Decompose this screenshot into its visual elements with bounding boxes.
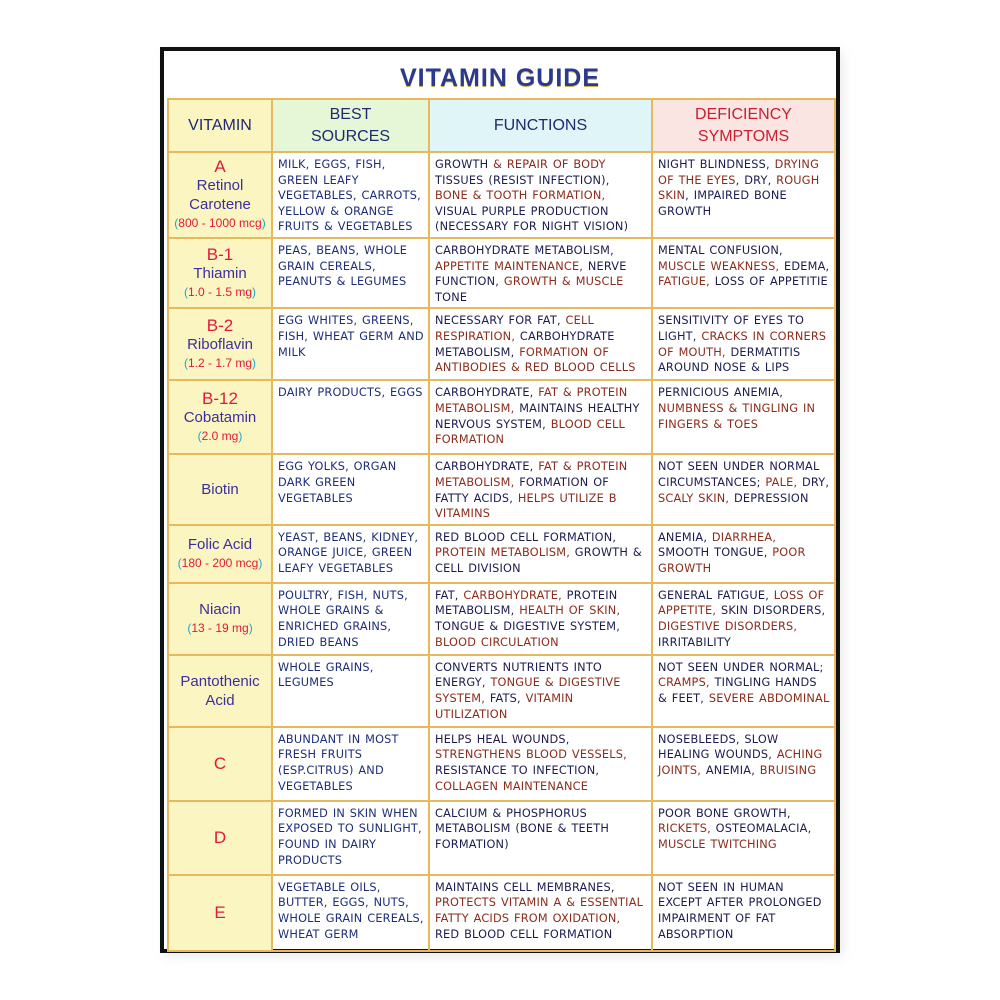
best-sources-cell: YEAST, BEANS, KIDNEY, ORANGE JUICE, GREEN LEAFY VEGETABLES <box>272 525 429 583</box>
best-sources-cell: MILK, EGGS, FISH, GREEN LEAFY VEGETABLES, CARROTS, YELLOW & ORANGE FRUITS & VEGETABLES <box>272 152 429 238</box>
table-row <box>168 152 835 238</box>
functions-cell: GROWTH & REPAIR OF BODY TISSUES (RESIST INFECTION), BONE & TOOTH FORMATION, VISUAL PURPLE PRODUCTION (NECESSARY FOR NIGHT VISION) <box>429 152 652 238</box>
vitamin-letter: D <box>213 828 227 848</box>
vitamin-cell <box>168 801 272 875</box>
vitamin-name: Riboflavin <box>187 335 253 353</box>
table-row <box>168 238 835 308</box>
best-sources-cell: VEGETABLE OILS, BUTTER, EGGS, NUTS, WHOLE GRAIN CEREALS, WHEAT GERM <box>272 875 429 951</box>
vitamin-cell <box>168 152 272 238</box>
header-deficiency-line2: SYMPTOMS <box>697 127 790 145</box>
header-deficiency-symptoms <box>652 99 835 152</box>
table-row <box>168 727 835 801</box>
deficiency-symptoms-cell: NOSEBLEEDS, SLOW HEALING WOUNDS, ACHING JOINTS, ANEMIA, BRUISING <box>652 727 835 801</box>
vitamin-name: Biotin <box>201 481 239 499</box>
vitamin-dose: (2.0 mg) <box>197 428 243 443</box>
table-row <box>168 380 835 454</box>
vitamin-name: Niacin <box>199 600 241 618</box>
table-row <box>168 875 835 951</box>
vitamin-dose-value: 1.0 - 1.5 mg <box>187 284 253 299</box>
vitamin-cell <box>168 308 272 380</box>
best-sources-cell: FORMED IN SKIN WHEN EXPOSED TO SUNLIGHT, FOUND IN DAIRY PRODUCTS <box>272 801 429 875</box>
vitamin-cell <box>168 238 272 308</box>
vitamin-name: Retinol <box>196 177 244 194</box>
best-sources-cell: EGG YOLKS, ORGAN DARK GREEN VEGETABLES <box>272 454 429 524</box>
vitamin-cell <box>168 380 272 454</box>
functions-cell: FAT, CARBOHYDRATE, PROTEIN METABOLISM, HEALTH OF SKIN, TONGUE & DIGESTIVE SYSTEM, BLOOD CIRCULATION <box>429 583 652 655</box>
header-vitamin-label: VITAMIN <box>188 116 252 134</box>
functions-cell: RED BLOOD CELL FORMATION, PROTEIN METABOLISM, GROWTH & CELL DIVISION <box>429 525 652 583</box>
functions-cell: CONVERTS NUTRIENTS INTO ENERGY, TONGUE & DIGESTIVE SYSTEM, FATS, VITAMIN UTILIZATION <box>429 655 652 727</box>
functions-cell: CARBOHYDRATE METABOLISM, APPETITE MAINTENANCE, NERVE FUNCTION, GROWTH & MUSCLE TONE <box>429 238 652 308</box>
functions-cell: CALCIUM & PHOSPHORUS METABOLISM (BONE & TEETH FORMATION) <box>429 801 652 875</box>
header-vitamin <box>168 99 272 152</box>
deficiency-symptoms-cell: NOT SEEN IN HUMAN EXCEPT AFTER PROLONGED IMPAIRMENT OF FAT ABSORPTION <box>652 875 835 951</box>
vitamin-dose: (180 - 200 mcg) <box>177 555 263 570</box>
header-deficiency-line1: DEFICIENCY <box>695 105 792 123</box>
best-sources-cell: WHOLE GRAINS, LEGUMES <box>272 655 429 727</box>
header-best-sources-line1: BEST <box>329 105 372 123</box>
vitamin-cell <box>168 525 272 583</box>
table-row <box>168 308 835 380</box>
functions-cell: NECESSARY FOR FAT, CELL RESPIRATION, CARBOHYDRATE METABOLISM, FORMATION OF ANTIBODIES & RED BLOOD CELLS <box>429 308 652 380</box>
vitamin-letter: A <box>214 157 226 176</box>
deficiency-symptoms-cell: POOR BONE GROWTH, RICKETS, OSTEOMALACIA, MUSCLE TWITCHING <box>652 801 835 875</box>
vitamin-cell <box>168 875 272 951</box>
vitamin-cell <box>168 727 272 801</box>
table-row <box>168 801 835 875</box>
vitamin-cell <box>168 454 272 524</box>
vitamin-dose-value: 800 - 1000 mcg <box>178 216 262 230</box>
deficiency-symptoms-cell: NIGHT BLINDNESS, DRYING OF THE EYES, DRY, ROUGH SKIN, IMPAIRED BONE GROWTH <box>652 152 835 238</box>
best-sources-cell: DAIRY PRODUCTS, EGGS <box>272 380 429 454</box>
vitamin-cell <box>168 583 272 655</box>
header-best-sources <box>272 99 429 152</box>
best-sources-cell: PEAS, BEANS, WHOLE GRAIN CEREALS, PEANUTS & LEGUMES <box>272 238 429 308</box>
deficiency-symptoms-cell: GENERAL FATIGUE, LOSS OF APPETITE, SKIN DISORDERS, DIGESTIVE DISORDERS, IRRITABILITY <box>652 583 835 655</box>
vitamin-dose: (800 - 1000 mcg) <box>174 216 266 230</box>
table-row <box>168 583 835 655</box>
vitamin-name: Pantothenic <box>180 672 260 690</box>
header-functions-label: FUNCTIONS <box>493 116 588 134</box>
vitamin-dose: (13 - 19 mg) <box>187 620 253 635</box>
vitamin-name-line2: Acid <box>205 691 235 709</box>
vitamin-name-line2: Carotene <box>189 196 251 213</box>
vitamin-dose: (1.2 - 1.7 mg) <box>183 355 257 370</box>
vitamin-dose-value: 1.2 - 1.7 mg <box>187 355 253 370</box>
poster-title: VITAMIN GUIDE <box>399 64 601 92</box>
vitamin-name: Thiamin <box>193 264 247 282</box>
vitamin-letter: B-1 <box>206 244 234 264</box>
vitamin-letter: C <box>213 754 227 774</box>
table-row <box>168 525 835 583</box>
vitamin-dose: (1.0 - 1.5 mg) <box>183 284 257 299</box>
poster-frame <box>160 47 840 953</box>
header-row <box>168 99 835 152</box>
functions-cell: CARBOHYDRATE, FAT & PROTEIN METABOLISM, MAINTAINS HEALTHY NERVOUS SYSTEM, BLOOD CELL FORMATION <box>429 380 652 454</box>
deficiency-symptoms-cell: SENSITIVITY OF EYES TO LIGHT, CRACKS IN CORNERS OF MOUTH, DERMATITIS AROUND NOSE & LIPS <box>652 308 835 380</box>
vitamin-name: Folic Acid <box>187 535 253 553</box>
vitamin-dose-value: 2.0 mg <box>201 428 239 443</box>
table-row <box>168 454 835 524</box>
vitamin-dose-value: 13 - 19 mg <box>191 620 249 635</box>
deficiency-symptoms-cell: NOT SEEN UNDER NORMAL CIRCUMSTANCES; PALE, DRY, SCALY SKIN, DEPRESSION <box>652 454 835 524</box>
vitamin-table <box>167 98 836 952</box>
functions-cell: CARBOHYDRATE, FAT & PROTEIN METABOLISM, FORMATION OF FATTY ACIDS, HELPS UTILIZE B VITAMINS <box>429 454 652 524</box>
functions-cell: HELPS HEAL WOUNDS, STRENGTHENS BLOOD VESSELS, RESISTANCE TO INFECTION, COLLAGEN MAINTENANCE <box>429 727 652 801</box>
vitamin-cell <box>168 655 272 727</box>
header-functions <box>429 99 652 152</box>
vitamin-dose-value: 180 - 200 mcg <box>181 555 259 570</box>
vitamin-name: Cobatamin <box>183 408 257 426</box>
vitamin-letter: B-2 <box>206 315 234 335</box>
deficiency-symptoms-cell: NOT SEEN UNDER NORMAL; CRAMPS, TINGLING HANDS & FEET, SEVERE ABDOMINAL <box>652 655 835 727</box>
table-row <box>168 655 835 727</box>
vitamin-letter: E <box>214 903 226 923</box>
best-sources-cell: POULTRY, FISH, NUTS, WHOLE GRAINS & ENRICHED GRAINS, DRIED BEANS <box>272 583 429 655</box>
best-sources-cell: EGG WHITES, GREENS, FISH, WHEAT GERM AND MILK <box>272 308 429 380</box>
deficiency-symptoms-cell: ANEMIA, DIARRHEA, SMOOTH TONGUE, POOR GROWTH <box>652 525 835 583</box>
deficiency-symptoms-cell: PERNICIOUS ANEMIA, NUMBNESS & TINGLING IN FINGERS & TOES <box>652 380 835 454</box>
deficiency-symptoms-cell: MENTAL CONFUSION, MUSCLE WEAKNESS, EDEMA, FATIGUE, LOSS OF APPETITIE <box>652 238 835 308</box>
functions-cell: MAINTAINS CELL MEMBRANES, PROTECTS VITAMIN A & ESSENTIAL FATTY ACIDS FROM OXIDATION, RED BLOOD CELL FORMATION <box>429 875 652 951</box>
best-sources-cell: ABUNDANT IN MOST FRESH FRUITS (ESP.CITRUS) AND VEGETABLES <box>272 727 429 801</box>
header-best-sources-line2: SOURCES <box>310 127 391 145</box>
vitamin-letter: B-12 <box>202 388 238 408</box>
